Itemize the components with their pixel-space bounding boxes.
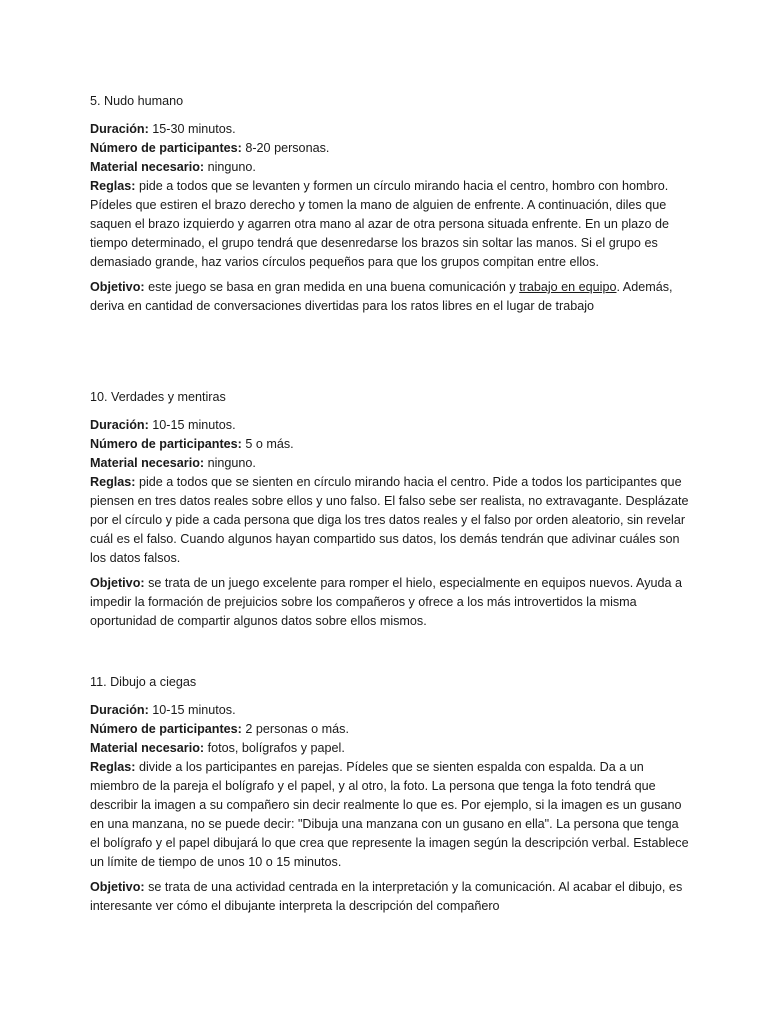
section-title: 5. Nudo humano xyxy=(90,94,184,108)
material-label: Material necesario: xyxy=(90,456,205,470)
objetivo-text-pre: este juego se basa en gran medida en una buena comunicación y xyxy=(144,280,520,294)
objetivo-paragraph xyxy=(90,878,690,916)
section-dibujo-a-ciegas xyxy=(90,673,690,916)
material-line xyxy=(90,158,690,177)
duracion-value: 10-15 minutos. xyxy=(148,418,236,432)
reglas-label: Reglas: xyxy=(90,760,136,774)
reglas-label: Reglas: xyxy=(90,475,136,489)
reglas-label: Reglas: xyxy=(90,179,136,193)
participantes-label: Número de participantes: xyxy=(90,141,242,155)
duracion-label: Duración: xyxy=(90,418,149,432)
section-verdades-y-mentiras xyxy=(90,388,690,631)
objetivo-text-post: . Además, deriva en cantidad de conversaciones divertidas para los ratos libres en el lugar de trabajo xyxy=(90,280,673,313)
reglas-paragraph xyxy=(90,758,690,872)
objetivo-text: se trata de un juego excelente para romper el hielo, especialmente en equipos nuevos. Ayuda a impedir la formación de prejuicios sobre los compañeros y ofrece a los más introvertidos la misma oportunidad de compartir algunos datos sobre ellos mismos. xyxy=(90,576,683,628)
duracion-label: Duración: xyxy=(90,703,149,717)
duracion-line xyxy=(90,120,690,139)
section-title: 11. Dibujo a ciegas xyxy=(90,675,197,689)
duracion-line xyxy=(90,701,690,720)
material-line xyxy=(90,454,690,473)
trabajo-en-equipo-link[interactable]: trabajo en equipo xyxy=(519,280,617,294)
section-title: 10. Verdades y mentiras xyxy=(90,390,226,404)
section-nudo-humano xyxy=(90,92,690,316)
objetivo-text: se trata de una actividad centrada en la interpretación y la comunicación. Al acabar el dibujo, es interesante ver cómo el dibujante interpreta la descripción del compañero xyxy=(90,880,683,913)
participantes-value: 2 personas o más. xyxy=(241,722,349,736)
material-label: Material necesario: xyxy=(90,160,205,174)
material-label: Material necesario: xyxy=(90,741,205,755)
material-value: fotos, bolígrafos y papel. xyxy=(204,741,345,755)
reglas-paragraph xyxy=(90,177,690,272)
duracion-value: 15-30 minutos. xyxy=(148,122,236,136)
objetivo-paragraph xyxy=(90,574,690,631)
duracion-label: Duración: xyxy=(90,122,149,136)
participantes-label: Número de participantes: xyxy=(90,437,242,451)
participantes-line xyxy=(90,720,690,739)
reglas-text: pide a todos que se levanten y formen un círculo mirando hacia el centro, hombro con hombro. Pídeles que estiren el brazo derecho y tomen la mano de alguien de enfrente. A continuación, diles que saquen el brazo izquierdo y agarren otra mano al azar de otra persona situada enfrente. En un plazo de tiempo determinado, el grupo tendrá que desenredarse los brazos sin soltar las manos. Si el grupo es demasiado grande, haz varios círculos pequeños para que los grupos compitan entre ellos. xyxy=(90,179,669,269)
material-line xyxy=(90,739,690,758)
participantes-value: 5 o más. xyxy=(241,437,294,451)
duracion-value: 10-15 minutos. xyxy=(148,703,236,717)
reglas-text: pide a todos que se sienten en círculo mirando hacia el centro. Pide a todos los participantes que piensen en tres datos reales sobre ellos y uno falso. El falso sebe ser realista, no extravagante. Desplázate por el círculo y pide a cada persona que diga los tres datos reales y el falso por orden aleatorio, sin revelar cuál es el falso. Cuando algunos hayan compartido sus datos, los demás tendrán que adivinar cuáles son los datos falsos. xyxy=(90,475,689,565)
material-value: ninguno. xyxy=(204,160,256,174)
participantes-line xyxy=(90,435,690,454)
objetivo-paragraph xyxy=(90,278,690,316)
objetivo-label: Objetivo: xyxy=(90,576,145,590)
participantes-line xyxy=(90,139,690,158)
participantes-value: 8-20 personas. xyxy=(241,141,330,155)
reglas-text: divide a los participantes en parejas. Pídeles que se sienten espalda con espalda. Da a un miembro de la pareja el bolígrafo y el papel, y al otro, la foto. La persona que tenga la foto tendrá que describir la imagen a su compañero sin decir realmente lo que es. Por ejemplo, si la imagen es un gusano en una manzana, no se puede decir: "Dibuja una manzana con un gusano en ella". La persona que tenga el bolígrafo y el papel dibujará lo que crea que represente la imagen según la descripción verbal. Establece un límite de tiempo de unos 10 o 15 minutos. xyxy=(90,760,689,869)
objetivo-label: Objetivo: xyxy=(90,280,145,294)
reglas-paragraph xyxy=(90,473,690,568)
material-value: ninguno. xyxy=(204,456,256,470)
objetivo-label: Objetivo: xyxy=(90,880,145,894)
participantes-label: Número de participantes: xyxy=(90,722,242,736)
duracion-line xyxy=(90,416,690,435)
